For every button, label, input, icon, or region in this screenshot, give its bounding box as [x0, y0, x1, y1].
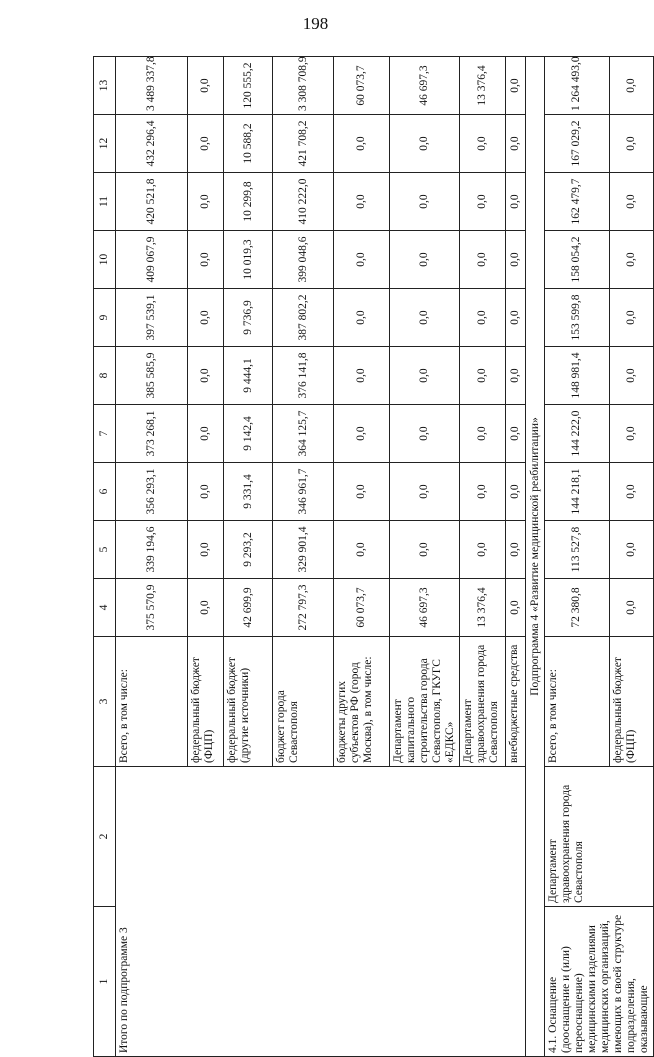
value-cell: 0,0 [609, 173, 653, 231]
value-cell: 60 073,7 [334, 57, 390, 115]
col-header: 4 [94, 579, 116, 637]
value-cell: 153 599,8 [545, 289, 610, 347]
table-row [116, 57, 188, 1057]
program-title: Итого по подпрограмме 3 [116, 767, 526, 1057]
value-cell: 385 585,9 [116, 347, 188, 405]
value-cell: 0,0 [609, 463, 653, 521]
col-header: 12 [94, 115, 116, 173]
value-cell: 148 981,4 [545, 347, 610, 405]
col-header: 11 [94, 173, 116, 231]
value-cell: 356 293,1 [116, 463, 188, 521]
value-cell: 329 901,4 [273, 521, 334, 579]
value-cell: 0,0 [188, 57, 224, 115]
value-cell: 0,0 [334, 347, 390, 405]
value-cell: 0,0 [390, 405, 460, 463]
table-row [545, 57, 610, 1057]
value-cell: 10 019,3 [224, 231, 273, 289]
value-cell: 373 268,1 [116, 405, 188, 463]
funding-source: Всего, в том числе: [545, 637, 610, 767]
value-cell: 0,0 [506, 463, 526, 521]
measure-description: 4.1. Оснащение (дооснащение и (или) переоснащение) медицинскими изделиями медицинских организаций, имеющих в своей структуре подразделения, оказывающие [545, 907, 654, 1057]
value-cell: 397 539,1 [116, 289, 188, 347]
value-cell: 10 588,2 [224, 115, 273, 173]
col-header: 7 [94, 405, 116, 463]
value-cell: 0,0 [460, 115, 506, 173]
value-cell: 0,0 [334, 115, 390, 173]
col-header: 6 [94, 463, 116, 521]
value-cell: 0,0 [506, 231, 526, 289]
value-cell: 113 527,8 [545, 521, 610, 579]
value-cell: 339 194,6 [116, 521, 188, 579]
value-cell: 0,0 [609, 231, 653, 289]
value-cell: 0,0 [334, 173, 390, 231]
value-cell: 10 299,8 [224, 173, 273, 231]
value-cell: 9 293,2 [224, 521, 273, 579]
value-cell: 9 142,4 [224, 405, 273, 463]
value-cell: 0,0 [188, 347, 224, 405]
value-cell: 0,0 [506, 115, 526, 173]
value-cell: 0,0 [390, 521, 460, 579]
value-cell: 0,0 [506, 347, 526, 405]
value-cell: 421 708,2 [273, 115, 334, 173]
value-cell: 13 376,4 [460, 57, 506, 115]
value-cell: 162 479,7 [545, 173, 610, 231]
funding-source: бюджеты других субъектов РФ (город Москва), в том числе: [334, 637, 390, 767]
subprogram-title: Подпрограмма 4 «Развитие медицинской реабилитации» [526, 57, 545, 1057]
value-cell: 144 218,1 [545, 463, 610, 521]
value-cell: 9 736,9 [224, 289, 273, 347]
value-cell: 0,0 [334, 463, 390, 521]
value-cell: 0,0 [334, 405, 390, 463]
value-cell: 0,0 [188, 231, 224, 289]
value-cell: 0,0 [188, 405, 224, 463]
value-cell: 0,0 [390, 231, 460, 289]
funding-source: Департамент капитального строительства города Севастополя, ГКУГС «ЕДКС» [390, 637, 460, 767]
col-header: 2 [94, 767, 116, 907]
value-cell: 0,0 [390, 347, 460, 405]
value-cell: 0,0 [460, 231, 506, 289]
value-cell: 72 380,8 [545, 579, 610, 637]
value-cell: 0,0 [334, 289, 390, 347]
budget-table [93, 56, 654, 1057]
value-cell: 0,0 [460, 521, 506, 579]
value-cell: 1 264 493,0 [545, 57, 610, 115]
value-cell: 3 489 337,8 [116, 57, 188, 115]
value-cell: 0,0 [506, 173, 526, 231]
rotated-table-container [93, 56, 650, 1057]
col-header: 3 [94, 637, 116, 767]
col-header: 8 [94, 347, 116, 405]
value-cell: 0,0 [188, 579, 224, 637]
value-cell: 0,0 [460, 463, 506, 521]
value-cell: 0,0 [334, 521, 390, 579]
value-cell: 46 697,3 [390, 579, 460, 637]
value-cell: 0,0 [609, 405, 653, 463]
value-cell: 0,0 [188, 521, 224, 579]
value-cell: 167 029,2 [545, 115, 610, 173]
value-cell: 13 376,4 [460, 579, 506, 637]
column-number-row [94, 57, 116, 1057]
value-cell: 9 444,1 [224, 347, 273, 405]
value-cell: 0,0 [506, 579, 526, 637]
value-cell: 376 141,8 [273, 347, 334, 405]
funding-source: Всего, в том числе: [116, 637, 188, 767]
value-cell: 0,0 [390, 173, 460, 231]
col-header: 9 [94, 289, 116, 347]
value-cell: 375 570,9 [116, 579, 188, 637]
value-cell: 42 699,9 [224, 579, 273, 637]
funding-source: бюджет города Севастополя [273, 637, 334, 767]
value-cell: 9 331,4 [224, 463, 273, 521]
value-cell: 0,0 [460, 405, 506, 463]
page-number: 198 [302, 14, 329, 33]
value-cell: 0,0 [609, 115, 653, 173]
value-cell: 0,0 [609, 579, 653, 637]
value-cell: 0,0 [609, 57, 653, 115]
funding-source: федеральный бюджет (другие источники) [224, 637, 273, 767]
value-cell: 346 961,7 [273, 463, 334, 521]
col-header: 10 [94, 231, 116, 289]
value-cell: 0,0 [188, 173, 224, 231]
value-cell: 0,0 [188, 463, 224, 521]
value-cell: 3 308 708,9 [273, 57, 334, 115]
value-cell: 0,0 [460, 173, 506, 231]
value-cell: 399 048,6 [273, 231, 334, 289]
value-cell: 410 222,0 [273, 173, 334, 231]
value-cell: 432 296,4 [116, 115, 188, 173]
value-cell: 0,0 [506, 521, 526, 579]
value-cell: 0,0 [460, 289, 506, 347]
funding-source: Департамент здравоохранения города Севастополя [460, 637, 506, 767]
value-cell: 272 797,3 [273, 579, 334, 637]
value-cell: 0,0 [390, 115, 460, 173]
col-header: 5 [94, 521, 116, 579]
value-cell: 420 521,8 [116, 173, 188, 231]
value-cell: 0,0 [609, 347, 653, 405]
value-cell: 158 054,2 [545, 231, 610, 289]
funding-source: федеральный бюджет (ФЦП) [188, 637, 224, 767]
value-cell: 0,0 [609, 289, 653, 347]
value-cell: 0,0 [506, 57, 526, 115]
value-cell: 144 222,0 [545, 405, 610, 463]
value-cell: 0,0 [188, 115, 224, 173]
value-cell: 0,0 [188, 289, 224, 347]
value-cell: 120 555,2 [224, 57, 273, 115]
executor: Департамент здравоохранения города Севастополя [545, 767, 654, 907]
value-cell: 409 067,9 [116, 231, 188, 289]
funding-source: федеральный бюджет (ФЦП) [609, 637, 653, 767]
value-cell: 60 073,7 [334, 579, 390, 637]
value-cell: 0,0 [460, 347, 506, 405]
funding-source: внебюджетные средства [506, 637, 526, 767]
col-header: 1 [94, 907, 116, 1057]
value-cell: 387 802,2 [273, 289, 334, 347]
subprogram-row [526, 57, 545, 1057]
value-cell: 0,0 [390, 289, 460, 347]
value-cell: 0,0 [334, 231, 390, 289]
value-cell: 0,0 [506, 289, 526, 347]
value-cell: 0,0 [390, 463, 460, 521]
value-cell: 46 697,3 [390, 57, 460, 115]
value-cell: 0,0 [609, 521, 653, 579]
value-cell: 364 125,7 [273, 405, 334, 463]
value-cell: 0,0 [506, 405, 526, 463]
col-header: 13 [94, 57, 116, 115]
